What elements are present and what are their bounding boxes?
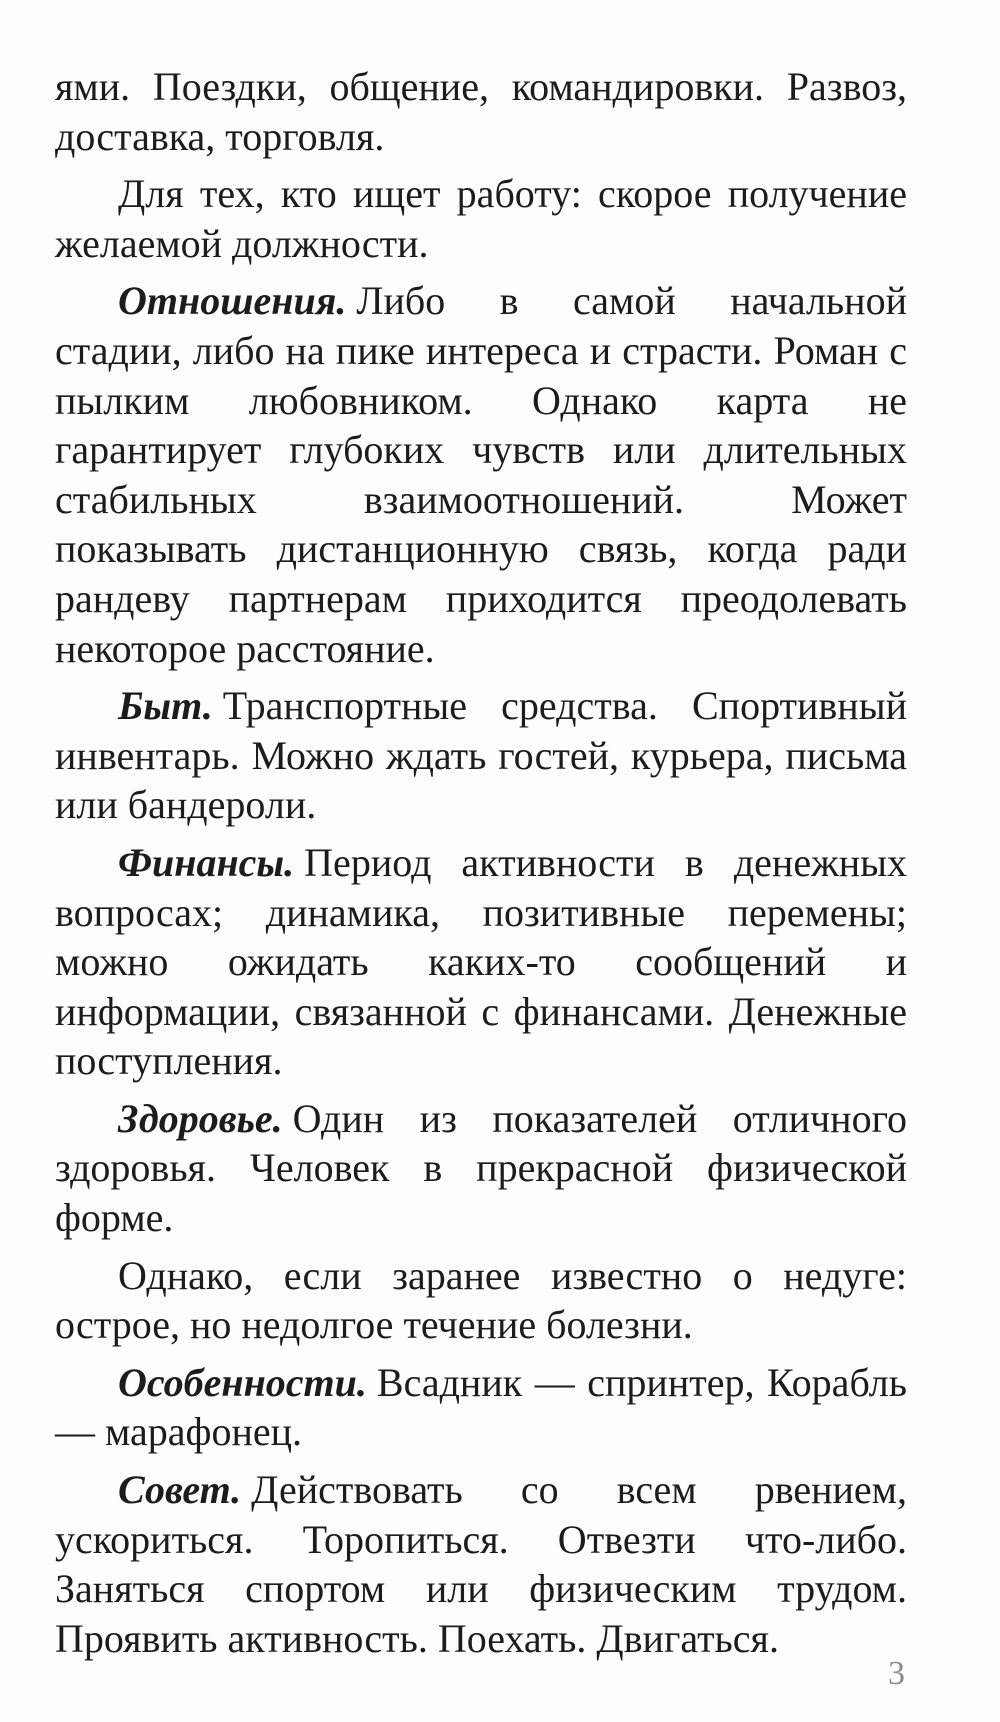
paragraph-household bbox=[55, 681, 907, 830]
section-heading-relationships: Отношения. bbox=[118, 278, 347, 324]
paragraph-text: Однако, если заранее известно о недуге: острое, но недолгое течение болезни. bbox=[55, 1252, 907, 1348]
section-heading-advice: Совет. bbox=[118, 1467, 242, 1513]
paragraph-illness bbox=[55, 1251, 907, 1350]
paragraph-relationships bbox=[55, 276, 907, 673]
paragraph-job-seekers bbox=[55, 169, 907, 268]
page-number: 3 bbox=[888, 1655, 905, 1692]
paragraph-features bbox=[55, 1358, 907, 1457]
paragraph-finances bbox=[55, 838, 907, 1086]
paragraph-text: Один из показателей отличного здоровья. Человек в прекрасной физической форме. bbox=[55, 1095, 907, 1241]
section-heading-health: Здоровье. bbox=[118, 1095, 283, 1141]
body-text bbox=[55, 62, 907, 1663]
paragraph-text: ями. Поездки, общение, командировки. Развоз, доставка, торговля. bbox=[55, 64, 907, 159]
paragraph-advice bbox=[55, 1465, 907, 1663]
section-heading-finances: Финансы. bbox=[118, 839, 295, 885]
paragraph-text: Действовать со всем рвением, ускориться. Торопиться. Отвезти что-либо. Заняться спортом или физическим трудом. Проявить активность. Поехать. Двигаться. bbox=[55, 1467, 907, 1661]
paragraph-text: Транспортные средства. Спортивный инвентарь. Можно ждать гостей, курьера, письма или бандероли. bbox=[55, 683, 907, 828]
paragraph-text: Период активности в денежных вопросах; динамика, позитивные перемены; можно ожидать каких-то сообщений и информации, связанной с финансами. Денежные поступления. bbox=[55, 839, 907, 1084]
paragraph-health bbox=[55, 1094, 907, 1243]
paragraph-continuation bbox=[55, 62, 907, 161]
section-heading-features: Особенности. bbox=[118, 1359, 367, 1405]
section-heading-household: Быт. bbox=[118, 683, 213, 729]
paragraph-text: Либо в самой начальной стадии, либо на пике интереса и страсти. Роман с пылким любовником. Однако карта не гарантирует глубоких чувств или длительных стабильных взаимоотношений. Может показывать дистанционную связь, когда ради рандеву партнерам приходится преодолевать некоторое расстояние. bbox=[55, 278, 907, 671]
paragraph-text: Для тех, кто ищет работу: скорое получение желаемой должности. bbox=[55, 171, 907, 266]
paragraph-text: Всадник — спринтер, Корабль — марафонец. bbox=[55, 1359, 907, 1455]
